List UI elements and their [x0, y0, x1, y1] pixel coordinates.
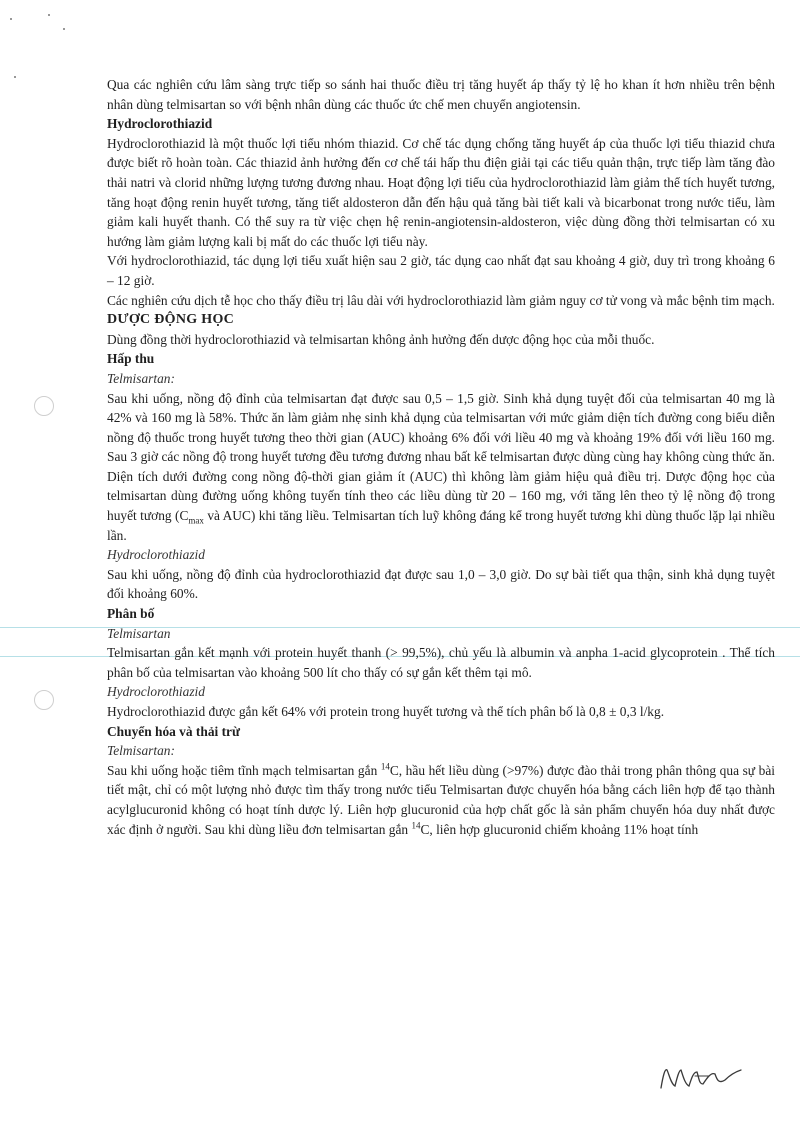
subheading-distribution: Phân bố: [107, 606, 155, 622]
drug-label-telmisartan: Telmisartan:: [107, 743, 175, 759]
drug-label-hydroclorothiazid: Hydroclorothiazid: [107, 684, 205, 700]
intro-paragraph: Qua các nghiên cứu lâm sàng trực tiếp so sánh hai thuốc điều trị tăng huyết áp thấy tỷ lệ ho khan ít hơn nhiều trên bệnh nhân dùng telmisartan so với bệnh nhân dùng các thuốc ức chế men chuyển angiotensin.: [107, 77, 775, 112]
scan-speck: [14, 76, 16, 78]
scan-speck: [10, 18, 12, 20]
drug-label-telmisartan: Telmisartan: [107, 625, 171, 641]
hctz-paragraph-3: Các nghiên cứu dịch tễ học cho thấy điều trị lâu dài với hydroclorothiazid làm giảm nguy cơ tử vong và mắc bệnh tim mạch.: [107, 292, 775, 308]
text-fragment: và AUC) khi tăng liều. Telmisartan tích luỹ không đáng kể trong huyết tương khi dùng thuốc lặp lại nhiều lần.: [107, 508, 775, 543]
section-heading-pharmacokinetics: DƯỢC ĐỘNG HỌC: [107, 312, 235, 328]
punch-hole: [34, 690, 54, 710]
text-fragment: C, hầu hết liều dùng (>97%) được đào thải trong phân thông qua sự bài tiết mật, chỉ có một lượng nhỏ được tìm thấy trong nước tiểu Telmisartan được chuyển hóa bằng cách liên hợp để tạo thành acylglucuronid không có hoạt tính dược lý. Liên hợp glucuronid của hợp chất gốc là sản phẩm chuyển hóa duy nhất được xác định ở người. Sau khi dùng liều đơn telmisartan gắn: [107, 762, 775, 837]
pk-paragraph: Dùng đồng thời hydroclorothiazid và telmisartan không ảnh hưởng đến dược động học của mỗi thuốc.: [107, 331, 655, 347]
subscript-max: max: [188, 515, 204, 526]
superscript-isotope: 14: [380, 761, 390, 772]
punch-hole: [34, 396, 54, 416]
drug-label-hydroclorothiazid: Hydroclorothiazid: [107, 547, 205, 563]
subheading-metabolism-elimination: Chuyển hóa và thải trừ: [107, 723, 241, 739]
absorption-hctz-paragraph: Sau khi uống, nồng độ đỉnh của hydroclorothiazid đạt được sau 1,0 – 3,0 giờ. Do sự bài tiết qua thận, sinh khả dụng tuyệt đối khoảng 60%.: [107, 566, 775, 602]
text-fragment: Sau khi uống, nồng độ đỉnh của telmisartan đạt được sau 0,5 – 1,5 giờ. Sinh khả dụng tuyệt đối của telmisartan 40 mg là 42% và 160 mg là 58%. Thức ăn làm giảm nhẹ sinh khả dụng của telmisartan với mức giảm diện tích đường cong biểu diễn nồng độ thuốc trong huyết tương theo thời gian (AUC) khoảng 6% đối với liều 40 mg và khoảng 19% đối với liều 160 mg. Sau 3 giờ các nồng độ trong huyết tương đều tương đương nhau bất kể telmisartan được dùng cùng hay không cùng thức ăn. Diện tích dưới đường cong nồng độ-thời gian giảm ít (AUC) thì không làm giảm hiệu quả điều trị. Dược động học của telmisartan dùng đường uống không tuyến tính theo các liều dùng từ 20 – 160 mg, với tăng lên theo tỷ lệ nồng độ trong huyết tương (C: [107, 390, 775, 524]
text-fragment: Sau khi uống hoặc tiêm tĩnh mạch telmisartan gắn: [107, 762, 381, 778]
absorption-telmisartan-paragraph: [107, 389, 775, 546]
section-heading-hydroclorothiazid: Hydroclorothiazid: [107, 116, 213, 132]
text-fragment: C, liên hợp glucuronid chiếm khoảng 11% hoạt tính: [420, 821, 699, 837]
distribution-hctz-paragraph: Hydroclorothiazid được gắn kết 64% với protein trong huyết tương và thể tích phân bố là 0,8 ± 0,3 l/kg.: [107, 704, 665, 719]
handwritten-initials: [655, 1058, 745, 1098]
drug-label-telmisartan: Telmisartan:: [107, 370, 175, 386]
subheading-absorption: Hấp thu: [107, 351, 155, 367]
superscript-isotope: 14: [411, 820, 421, 831]
metabolism-telmisartan-paragraph: [107, 761, 775, 839]
distribution-telmisartan-paragraph: Telmisartan gắn kết mạnh với protein huyết thanh (> 99,5%), chủ yếu là albumin và anpha 1-acid glycoprotein . Thể tích phân bố của telmisartan vào khoảng 500 lít cho thấy có sự gắn kết thêm tại mô.: [107, 645, 775, 680]
hctz-paragraph-1: Hydroclorothiazid là một thuốc lợi tiểu nhóm thiazid. Cơ chế tác dụng chống tăng huyết áp của thuốc lợi tiểu thiazid chưa được biết rõ hoàn toàn. Các thiazid ảnh hưởng đến cơ chế tái hấp thu điện giải tại các tiểu quản thận, trực tiếp làm tăng đào thải natri và clorid những lượng tương đương nhau. Hoạt động lợi tiểu của hydroclorothiazid làm giảm thể tích huyết tương, tăng hoạt động renin huyết tương, tăng tiết aldosteron dẫn đến hậu quả tăng bài tiết kali và bicarbonat trong nước tiểu, làm giảm kali huyết thanh. Có thể suy ra từ việc chẹn hệ renin-angiotensin-aldosteron, việc dùng đồng thời telmisartan có xu hướng làm giảm lượng kali bị mất do các thuốc lợi tiểu này.: [107, 135, 775, 249]
scan-speck: [63, 28, 65, 30]
document-body: [107, 75, 775, 839]
scan-speck: [48, 14, 50, 16]
hctz-paragraph-2: Với hydroclorothiazid, tác dụng lợi tiểu xuất hiện sau 2 giờ, tác dụng cao nhất đạt sau khoảng 4 giờ, duy trì trong khoảng 6 – 12 giờ.: [107, 253, 775, 288]
